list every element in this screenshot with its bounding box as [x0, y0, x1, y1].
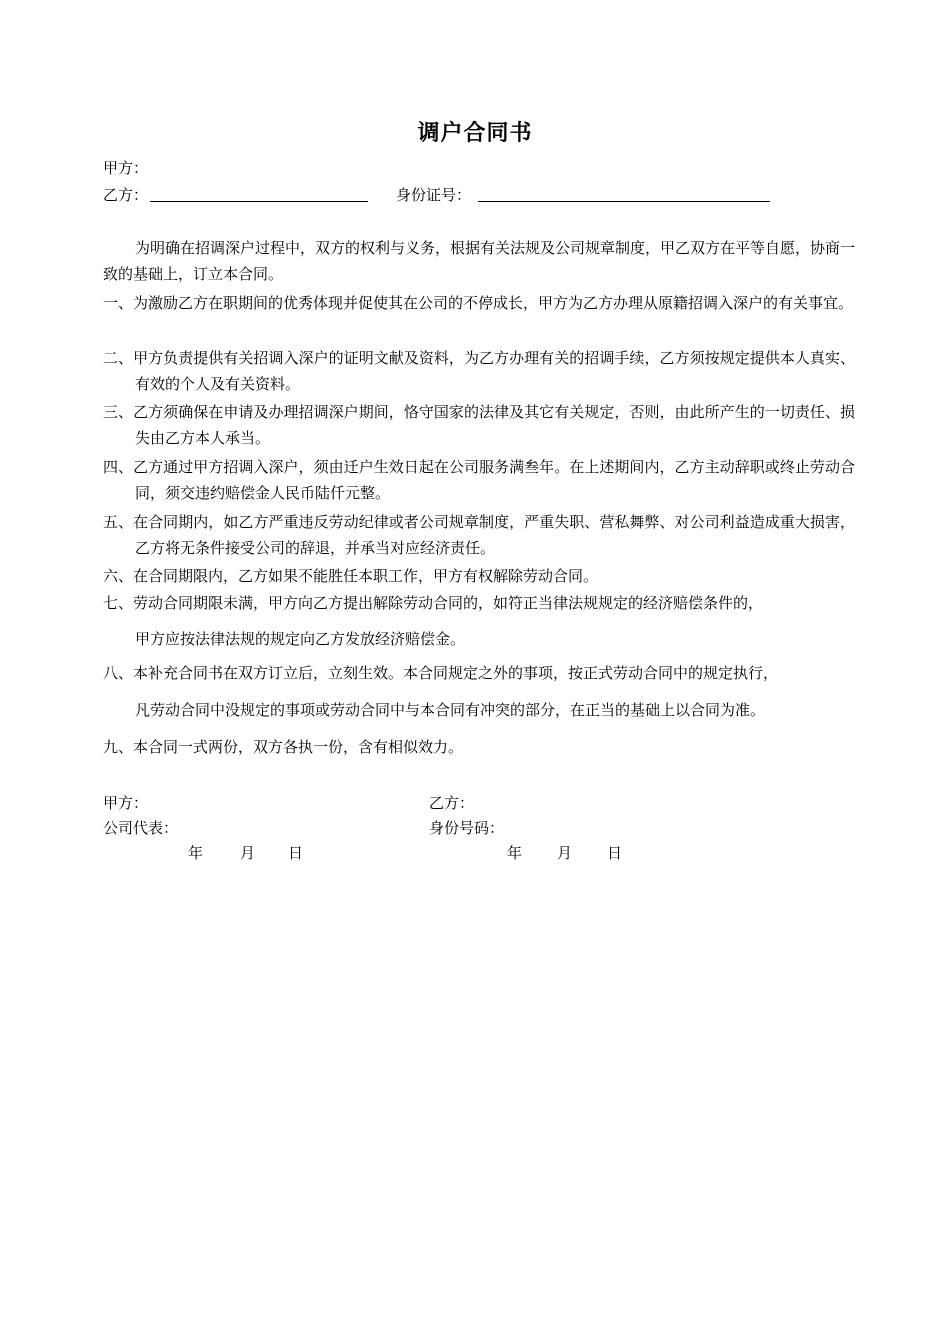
clause-6: 六、在合同期限内，乙方如果不能胜任本职工作，甲方有权解除劳动合同。	[103, 567, 599, 585]
signature-date-b-year: 年	[507, 844, 523, 862]
signature-date-a-year: 年	[188, 844, 204, 862]
signature-party-b-label: 乙方：	[429, 794, 475, 812]
signature-date-b-day: 日	[607, 844, 623, 862]
clause-4: 四、乙方通过甲方招调入深户，须由迁户生效日起在公司服务满叁年。在上述期间内，乙方主动辞职或终止劳动合同，须交违约赔偿金人民币陆仟元整。	[103, 458, 855, 502]
signature-party-a-label: 甲方：	[103, 794, 149, 812]
clause-8-line-2: 凡劳动合同中没规定的事项或劳动合同中与本合同有冲突的部分，在正当的基础上以合同为准。	[135, 701, 766, 719]
clause-8-line-1: 八、本补充合同书在双方订立后，立刻生效。本合同规定之外的事项，按正式劳动合同中的规定执行，	[103, 664, 779, 682]
signature-date-b-month: 月	[557, 844, 573, 862]
intro-paragraph: 为明确在招调深户过程中，双方的权利与义务，根据有关法规及公司规章制度，甲乙双方在平等自愿，协商一致的基础上，订立本合同。	[103, 239, 856, 283]
clause-5: 五、在合同期内，如乙方严重违反劳动纪律或者公司规章制度，严重失职、营私舞弊、对公司利益造成重大损害，乙方将无条件接受公司的辞退，并承当对应经济责任。	[103, 513, 855, 557]
clause-1: 一、为激励乙方在职期间的优秀体现并促使其在公司的不停成长，甲方为乙方办理从原籍招调入深户的有关事宜。	[103, 294, 854, 312]
signature-company-rep-label: 公司代表：	[103, 819, 179, 837]
signature-date-a-month: 月	[240, 844, 256, 862]
signature-date-a-day: 日	[288, 844, 304, 862]
clause-9: 九、本合同一式两份，双方各执一份，含有相似效力。	[103, 738, 464, 756]
page-title: 调户合同书	[417, 121, 533, 146]
party-a-label: 甲方：	[103, 159, 149, 177]
party-b-label: 乙方：	[103, 186, 149, 204]
clause-7-line-1: 七、劳动合同期限未满，甲方向乙方提出解除劳动合同的，如符正当律法规规定的经济赔偿条件的，	[103, 594, 764, 612]
signature-id-number-label: 身份号码：	[429, 819, 505, 837]
party-b-blank-line[interactable]	[150, 201, 368, 202]
clause-2: 二、甲方负责提供有关招调入深户的证明文献及资料，为乙方办理有关的招调手续，乙方须按规定提供本人真实、有效的个人及有关资料。	[103, 349, 855, 393]
clause-3: 三、乙方须确保在申请及办理招调深户期间，恪守国家的法律及其它有关规定，否则，由此所产生的一切责任、损失由乙方本人承当。	[103, 403, 855, 447]
clause-7-line-2: 甲方应按法律法规的规定向乙方发放经济赔偿金。	[135, 630, 466, 648]
id-number-label: 身份证号：	[396, 186, 472, 204]
id-number-blank-line[interactable]	[478, 201, 770, 202]
